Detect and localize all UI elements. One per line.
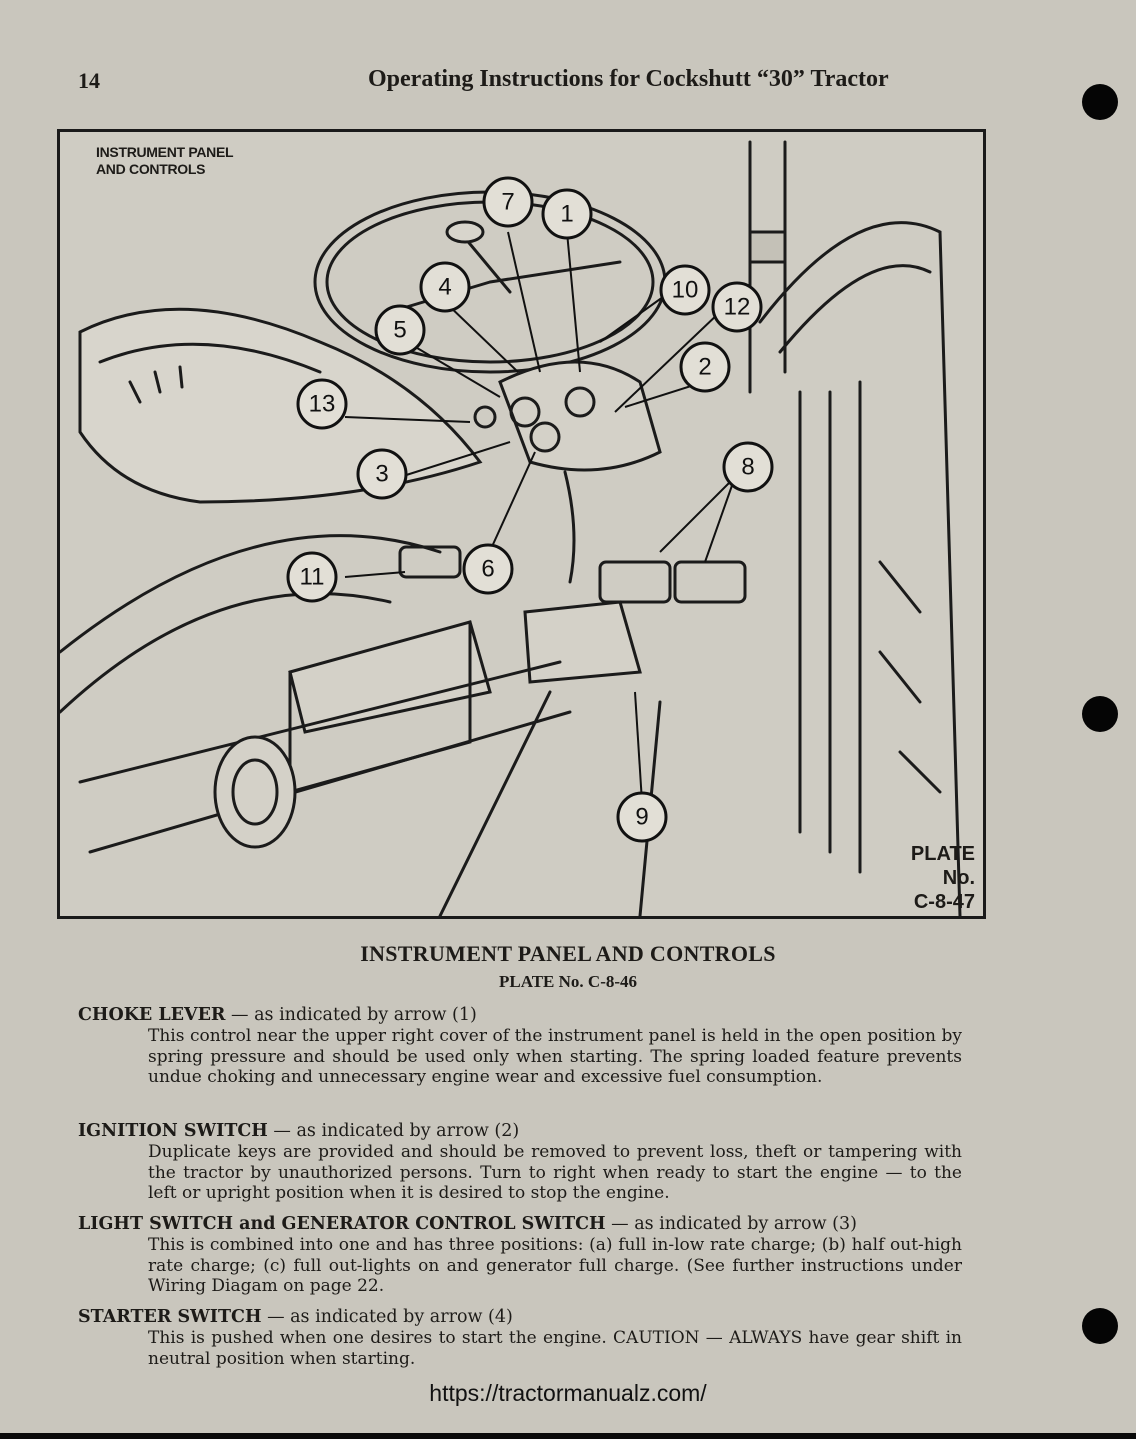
plate-no-word: No.	[942, 867, 975, 889]
page-bottom-edge	[0, 1433, 1136, 1439]
svg-text:5: 5	[393, 316, 407, 344]
plate-id: C-8-47	[913, 891, 975, 913]
svg-text:2: 2	[698, 353, 712, 381]
tractor-line-drawing	[60, 132, 983, 916]
entry-heading: IGNITION SWITCH	[78, 1121, 268, 1141]
svg-text:4: 4	[438, 273, 452, 301]
entry-body: This is combined into one and has three positions: (a) full in-low rate charge; (b) half out-high rate charge; (c) full out-lights on and generator full charge. (See further instructions under Wiring Diagam on page 22.	[148, 1235, 962, 1296]
watermark-url: https://tractormanualz.com/	[429, 1380, 707, 1406]
running-title: Operating Instructions for Cockshutt “30” Tractor	[368, 66, 889, 92]
callout-12	[713, 283, 761, 331]
svg-text:3: 3	[375, 460, 389, 488]
svg-text:10: 10	[671, 276, 699, 304]
entry-starter-switch	[78, 1307, 962, 1369]
section-subtitle: PLATE No. C-8-46	[498, 972, 638, 991]
page-number: 14	[78, 68, 100, 93]
svg-text:7: 7	[501, 188, 515, 216]
entry-choke-lever	[78, 1005, 962, 1088]
entry-light-generator-switch	[78, 1214, 962, 1297]
entry-heading: STARTER SWITCH	[78, 1307, 262, 1327]
entry-ignition-switch	[78, 1121, 962, 1204]
callout-8	[724, 443, 772, 491]
callout-2	[681, 343, 729, 391]
svg-text:1: 1	[560, 200, 574, 228]
callout-11	[288, 553, 336, 601]
corner-label-line-1: INSTRUMENT PANEL	[96, 144, 234, 160]
entry-heading: CHOKE LEVER	[78, 1005, 226, 1025]
callout-9	[618, 793, 666, 841]
callout-13	[298, 380, 346, 428]
binder-hole-bottom	[1082, 1308, 1118, 1344]
callout-4	[421, 263, 469, 311]
callout-6	[464, 545, 512, 593]
entry-ref: — as indicated by arrow (1)	[231, 1005, 477, 1025]
corner-label-line-2: AND CONTROLS	[96, 161, 206, 177]
plate-number-label	[911, 842, 975, 914]
entry-ref: — as indicated by arrow (4)	[267, 1307, 513, 1327]
plate-word: PLATE	[910, 843, 975, 865]
svg-text:13: 13	[308, 390, 336, 418]
entry-body: This is pushed when one desires to start the engine. CAUTION — ALWAYS have gear shift in neutral position when starting.	[148, 1328, 962, 1369]
instrument-panel-illustration	[57, 129, 986, 919]
callout-10	[661, 266, 709, 314]
svg-text:8: 8	[741, 453, 755, 481]
svg-text:12: 12	[723, 293, 751, 321]
entry-ref: — as indicated by arrow (2)	[273, 1121, 520, 1141]
section-title: INSTRUMENT PANEL AND CONTROLS	[360, 941, 776, 966]
callout-1	[543, 190, 591, 238]
figure-corner-label	[96, 144, 233, 178]
svg-text:9: 9	[635, 803, 649, 831]
entry-body: Duplicate keys are provided and should be removed to prevent loss, theft or tampering with the tractor by unauthorized persons. Turn to right when ready to start the engine — to the left or upright position when it is desired to stop the engine.	[148, 1142, 962, 1203]
entry-ref: — as indicated by arrow (3)	[611, 1214, 857, 1234]
entry-heading: LIGHT SWITCH and GENERATOR CONTROL SWITCH	[78, 1214, 606, 1234]
svg-text:11: 11	[299, 563, 325, 591]
binder-hole-middle	[1082, 696, 1118, 732]
svg-text:6: 6	[481, 555, 495, 583]
entry-body: This control near the upper right cover of the instrument panel is held in the open position by spring pressure and should be used only when starting. The spring loaded feature prevents undue choking and unnecessary engine wear and excessive fuel consumption.	[148, 1026, 962, 1087]
callout-7	[484, 178, 532, 226]
callout-3	[358, 450, 406, 498]
binder-hole-top	[1082, 84, 1118, 120]
callout-5	[376, 306, 424, 354]
